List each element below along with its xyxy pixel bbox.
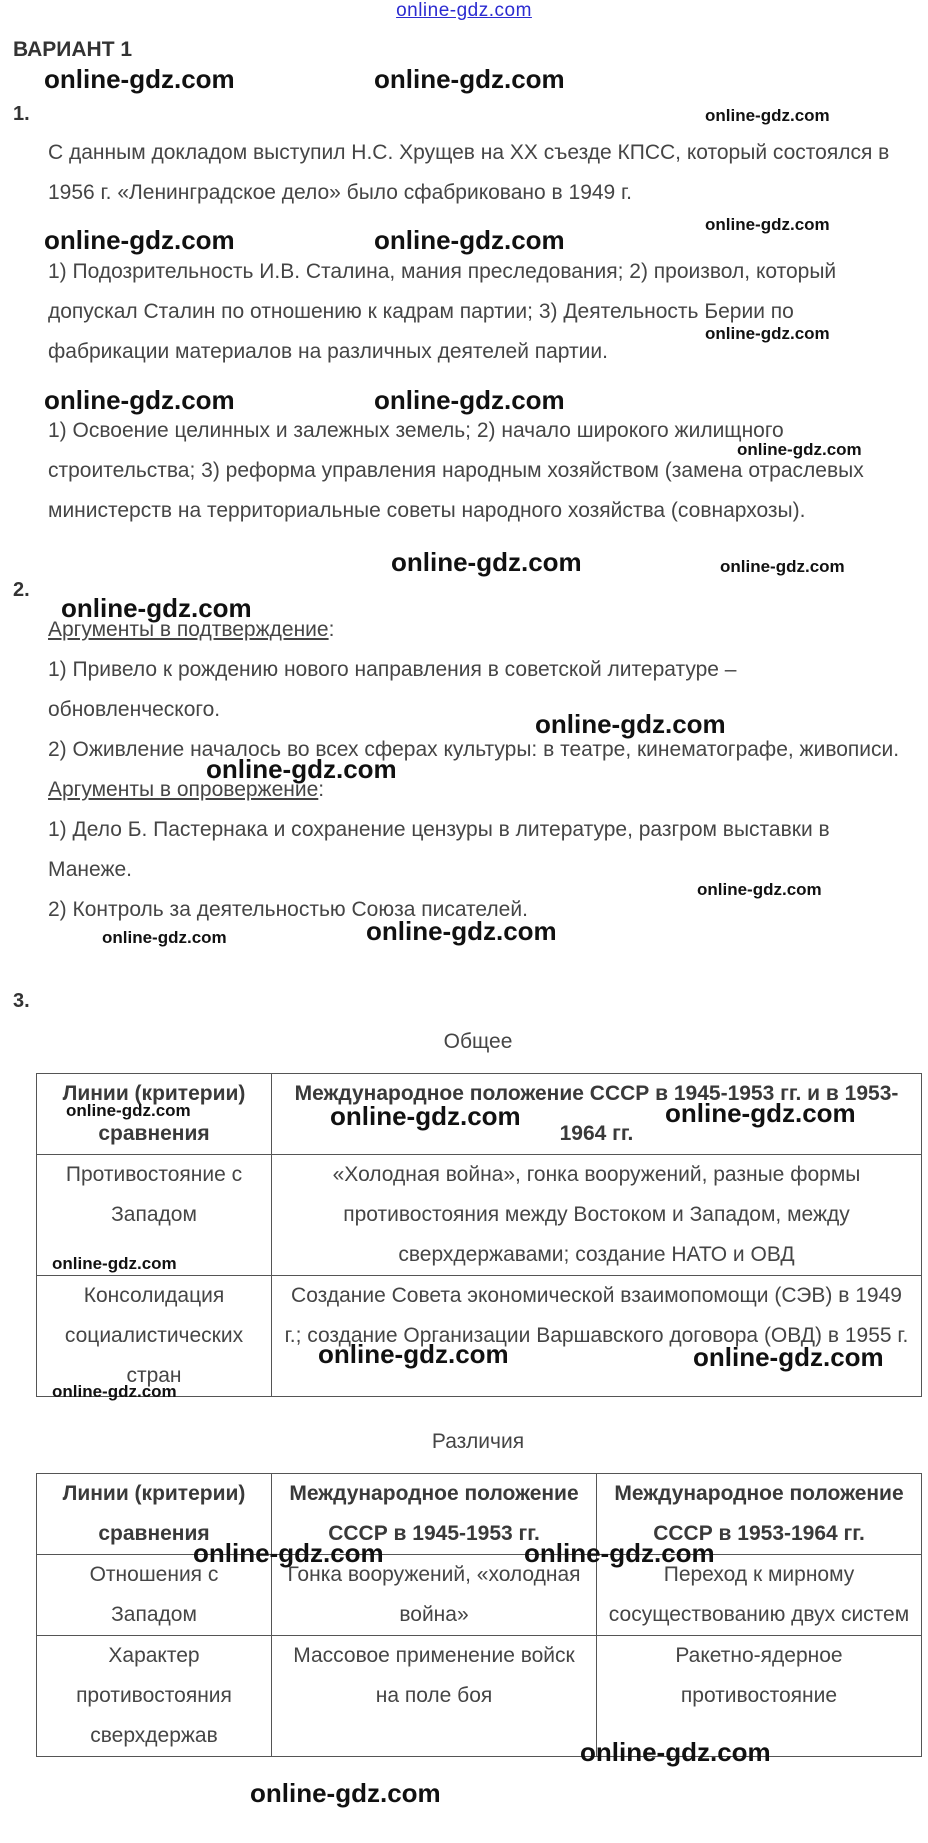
task1-p2-text: 1) Подозрительность И.В. Сталина, мания преследования; 2) произвол, который допускал Сталин по отношению к кадрам партии; 3) Деятельность Берии по фабрикации материалов на различных деятелей партии. <box>48 260 837 363</box>
table-cell: Характер противостояния сверхдержав <box>37 1636 272 1757</box>
watermark: online-gdz.com <box>102 928 227 947</box>
contra-item-1: 1) Дело Б. Пастернака и сохранение цензуры в литературе, разгром выставки в Манеже. <box>48 818 830 881</box>
watermark: online-gdz.com <box>374 225 565 255</box>
watermark: online-gdz.com <box>580 1737 771 1767</box>
table-cell: Противостояние с Западом <box>37 1155 272 1276</box>
table-cell: Переход к мирному сосуществованию двух систем <box>597 1555 922 1636</box>
task1-paragraph-3 <box>48 411 908 531</box>
watermark: online-gdz.com <box>737 440 862 459</box>
pro-item-1: 1) Привело к рождению нового направления в советской литературе – обновленческого. <box>48 658 737 721</box>
table-cell: «Холодная война», гонка вооружений, разные формы противостояния между Востоком и Западом, между сверхдержавами; создание НАТО и ОВД <box>272 1155 922 1276</box>
watermark: online-gdz.com <box>693 1342 884 1372</box>
table-row <box>37 1276 922 1397</box>
diff-header-criteria: Линии (критерии) сравнения <box>37 1474 272 1555</box>
pro-heading: Аргументы в подтверждение <box>48 618 329 641</box>
contra-item-2: 2) Контроль за деятельностью Союза писателей. <box>48 898 528 921</box>
diff-header-period-1: Международное положение СССР в 1945-1953 гг. <box>272 1474 597 1555</box>
watermark: online-gdz.com <box>44 64 235 94</box>
diff-header-period-2: Международное положение СССР в 1953-1964 гг. <box>597 1474 922 1555</box>
watermark: online-gdz.com <box>705 106 830 125</box>
watermark: online-gdz.com <box>524 1538 715 1568</box>
task2-number: 2. <box>13 579 30 601</box>
variant-title: ВАРИАНТ 1 <box>13 38 133 61</box>
task1-paragraph-1 <box>48 133 908 213</box>
watermark: online-gdz.com <box>391 547 582 577</box>
table-cell: Отношения с Западом <box>37 1555 272 1636</box>
table-cell: Массовое применение войск на поле боя <box>272 1636 597 1757</box>
watermark: online-gdz.com <box>374 64 565 94</box>
watermark: online-gdz.com <box>535 709 726 739</box>
contra-heading: Аргументы в опровержение <box>48 778 319 801</box>
watermark: online-gdz.com <box>52 1254 177 1273</box>
watermark: online-gdz.com <box>330 1101 521 1131</box>
task1-number: 1. <box>13 103 30 125</box>
watermark: online-gdz.com <box>44 385 235 415</box>
task1-p1-text: С данным докладом выступил Н.С. Хрущев на ХХ съезде КПСС, который состоялся в 1956 г. «Ленинградское дело» было сфабриковано в 1949 г. <box>48 141 890 204</box>
task1-p3-text: 1) Освоение целинных и залежных земель; 2) начало широкого жилищного строительства; 3) реформа управления народным хозяйством (замена отраслевых министерств на территориальные советы народного хозяйства (совнархозы). <box>48 419 864 522</box>
watermark: online-gdz.com <box>52 1382 177 1401</box>
table-row <box>37 1555 922 1636</box>
watermark: online-gdz.com <box>61 593 252 623</box>
table-header-row <box>37 1474 922 1555</box>
pro-colon: : <box>328 618 335 641</box>
common-caption: Общее <box>443 1030 513 1053</box>
watermark: online-gdz.com <box>66 1101 191 1120</box>
watermark: online-gdz.com <box>250 1778 441 1808</box>
watermark: online-gdz.com <box>705 324 830 343</box>
watermark: online-gdz.com <box>697 880 822 899</box>
table-cell: Ракетно-ядерное противостояние <box>597 1636 922 1757</box>
table-cell: Гонка вооружений, «холодная война» <box>272 1555 597 1636</box>
watermark: online-gdz.com <box>374 385 565 415</box>
differences-caption: Различия <box>431 1430 525 1453</box>
table-row <box>37 1636 922 1757</box>
watermark: online-gdz.com <box>705 215 830 234</box>
watermark: online-gdz.com <box>44 225 235 255</box>
watermark: online-gdz.com <box>665 1098 856 1128</box>
watermark: online-gdz.com <box>720 557 845 576</box>
watermark: online-gdz.com <box>318 1339 509 1369</box>
site-link[interactable]: online-gdz.com <box>396 0 532 21</box>
differences-table <box>36 1473 922 1757</box>
pro-item-2: 2) Оживление началось во всех сферах культуры: в театре, кинематографе, живописи. <box>48 738 900 761</box>
watermark: online-gdz.com <box>193 1538 384 1568</box>
table-cell: Консолидация социалистических стран <box>37 1276 272 1397</box>
contra-heading-line <box>48 770 908 810</box>
contra-colon: : <box>318 778 325 801</box>
task1-paragraph-2 <box>48 252 908 372</box>
watermark: online-gdz.com <box>366 916 557 946</box>
common-header-position: Международное положение СССР в 1945-1953 гг. и в 1953-1964 гг. <box>272 1074 922 1155</box>
common-header-criteria: Линии (критерии) сравнения <box>37 1074 272 1155</box>
watermark: online-gdz.com <box>206 754 397 784</box>
task3-number: 3. <box>13 990 30 1012</box>
table-cell: Создание Совета экономической взаимопомощи (СЭВ) в 1949 г.; создание Организации Варшавского договора (ОВД) в 1955 г. <box>272 1276 922 1397</box>
